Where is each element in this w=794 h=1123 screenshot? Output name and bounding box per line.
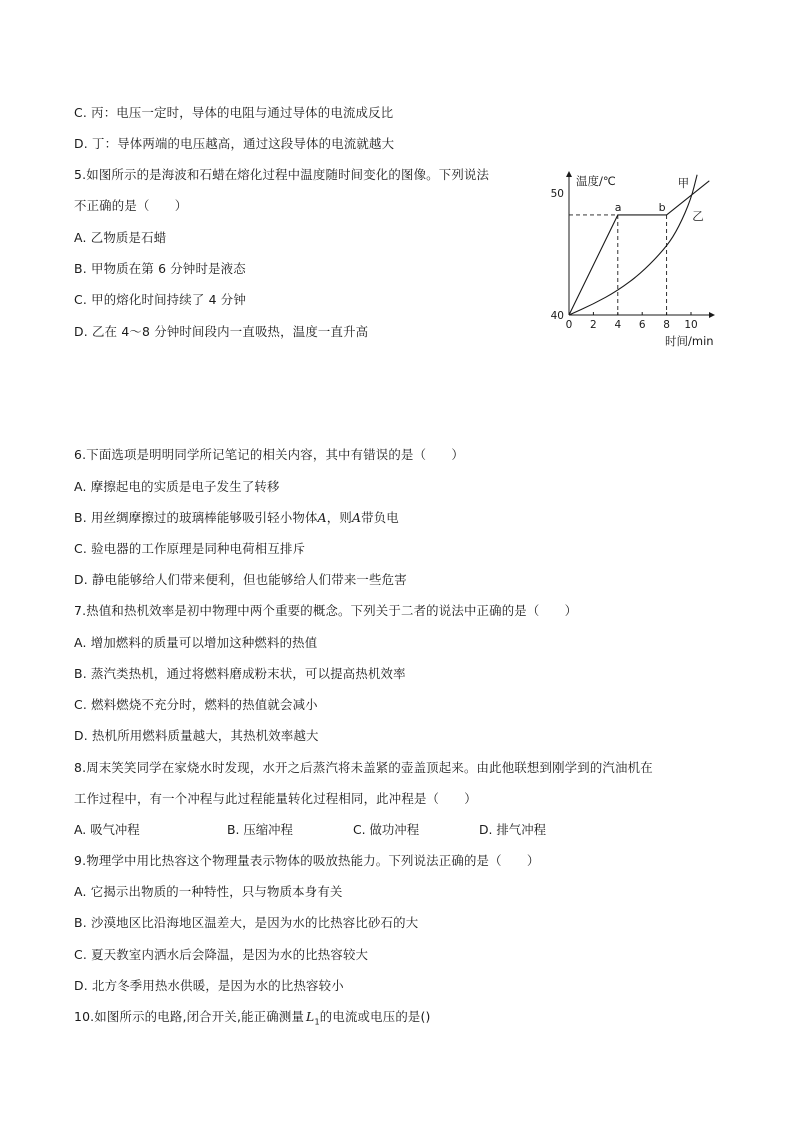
q4-option-c: C. 丙：电压一定时，导体的电阻与通过导体的电流成反比: [74, 105, 394, 120]
q5-stem-line-2: 不正确的是（ ）: [74, 198, 188, 213]
q9-stem: 9.物理学中用比热容这个物理量表示物体的吸放热能力。下列说法正确的是（ ）: [74, 853, 540, 868]
x-tick-label: 4: [614, 319, 622, 331]
q5-option-c: C. 甲的熔化时间持续了 4 分钟: [74, 292, 246, 307]
q6-option-a: A. 摩擦起电的实质是电子发生了转移: [74, 479, 280, 494]
melting-temperature-chart: [540, 160, 730, 355]
x-tick-label: 8: [663, 319, 670, 331]
x-tick-label: 10: [684, 319, 698, 331]
q8-option-b: B. 压缩冲程: [227, 822, 293, 837]
x-tick-label: 0: [565, 319, 573, 331]
q10-stem: [74, 1009, 431, 1030]
q9-option-d: D. 北方冬季用热水供暖，是因为水的比热容较小: [74, 978, 344, 993]
q8-stem-line-1: 8.周末笑笑同学在家烧水时发现，水开之后蒸汽将未盖紧的壶盖顶起来。由此他联想到刚学到的汽油机在: [74, 760, 653, 775]
q8-option-a: A. 吸气冲程: [74, 822, 140, 837]
q7-option-c: C. 燃料燃烧不充分时，燃料的热值就会减小: [74, 697, 318, 712]
q10-stem-var: L: [306, 1009, 315, 1024]
series-jia-line: [569, 181, 709, 315]
q6-option-c: C. 验电器的工作原理是同种电荷相互排斥: [74, 541, 306, 556]
q9-option-c: C. 夏天教室内洒水后会降温，是因为水的比热容较大: [74, 947, 369, 962]
q10-stem-post: 的电流或电压的是(): [319, 1009, 431, 1024]
series-yi-curve: [569, 175, 697, 315]
point-label-b: b: [658, 200, 666, 214]
q5-option-d: D. 乙在 4～8 分钟时间段内一直吸热，温度一直升高: [74, 324, 369, 339]
point-label-a: a: [614, 200, 622, 214]
q6-option-b-var-2: A: [351, 510, 362, 525]
q9-option-a: A. 它揭示出物质的一种特性，只与物质本身有关: [74, 884, 343, 899]
y-axis-label: 温度/℃: [576, 174, 616, 188]
x-tick-label: 2: [590, 319, 597, 331]
q9-option-b: B. 沙漠地区比沿海地区温差大，是因为水的比热容比砂石的大: [74, 915, 419, 930]
q7-stem: 7.热值和热机效率是初中物理中两个重要的概念。下列关于二者的说法中正确的是（ ）: [74, 603, 578, 618]
series-label-yi: 乙: [692, 208, 704, 223]
q5-option-a: A. 乙物质是石蜡: [74, 230, 167, 245]
q6-option-d: D. 静电能够给人们带来便利，但也能够给人们带来一些危害: [74, 572, 407, 587]
q6-option-b: [74, 510, 399, 526]
q7-option-a: A. 增加燃料的质量可以增加这种燃料的热值: [74, 635, 318, 650]
q7-option-d: D. 热机所用燃料质量越大，其热机效率越大: [74, 728, 319, 743]
q6-option-b-mid: ，则: [326, 510, 352, 525]
q10-stem-pre: 10.如图所示的电路,闭合开关,能正确测量: [74, 1009, 305, 1024]
q5-option-b: B. 甲物质在第 6 分钟时是液态: [74, 261, 246, 276]
q6-option-b-post: 带负电: [361, 510, 399, 525]
q4-option-d: D. 丁：导体两端的电压越高，通过这段导体的电流就越大: [74, 136, 395, 151]
y-tick-label: 40: [550, 310, 564, 322]
x-tick-label: 6: [638, 319, 646, 331]
q8-option-d: D. 排气冲程: [479, 822, 546, 837]
series-label-jia: 甲: [677, 175, 690, 190]
q10-stem-subscript: 1: [314, 1017, 320, 1027]
y-tick-label: 50: [550, 188, 564, 200]
q6-stem: 6.下面选项是明明同学所记笔记的相关内容，其中有错误的是（ ）: [74, 447, 464, 462]
q6-option-b-var-1: A: [317, 510, 327, 525]
q5-stem-line-1: 5.如图所示的是海波和石蜡在熔化过程中温度随时间变化的图像。下列说法: [74, 167, 490, 182]
q7-option-b: B. 蒸汽类热机，通过将燃料磨成粉末状，可以提高热机效率: [74, 666, 406, 681]
q8-stem-line-2: 工作过程中，有一个冲程与此过程能量转化过程相同，此冲程是（ ）: [74, 791, 477, 806]
q8-option-c: C. 做功冲程: [353, 822, 420, 837]
x-axis-label: 时间/min: [665, 334, 714, 348]
q6-option-b-pre: B. 用丝绸摩擦过的玻璃棒能够吸引轻小物体: [74, 510, 318, 525]
